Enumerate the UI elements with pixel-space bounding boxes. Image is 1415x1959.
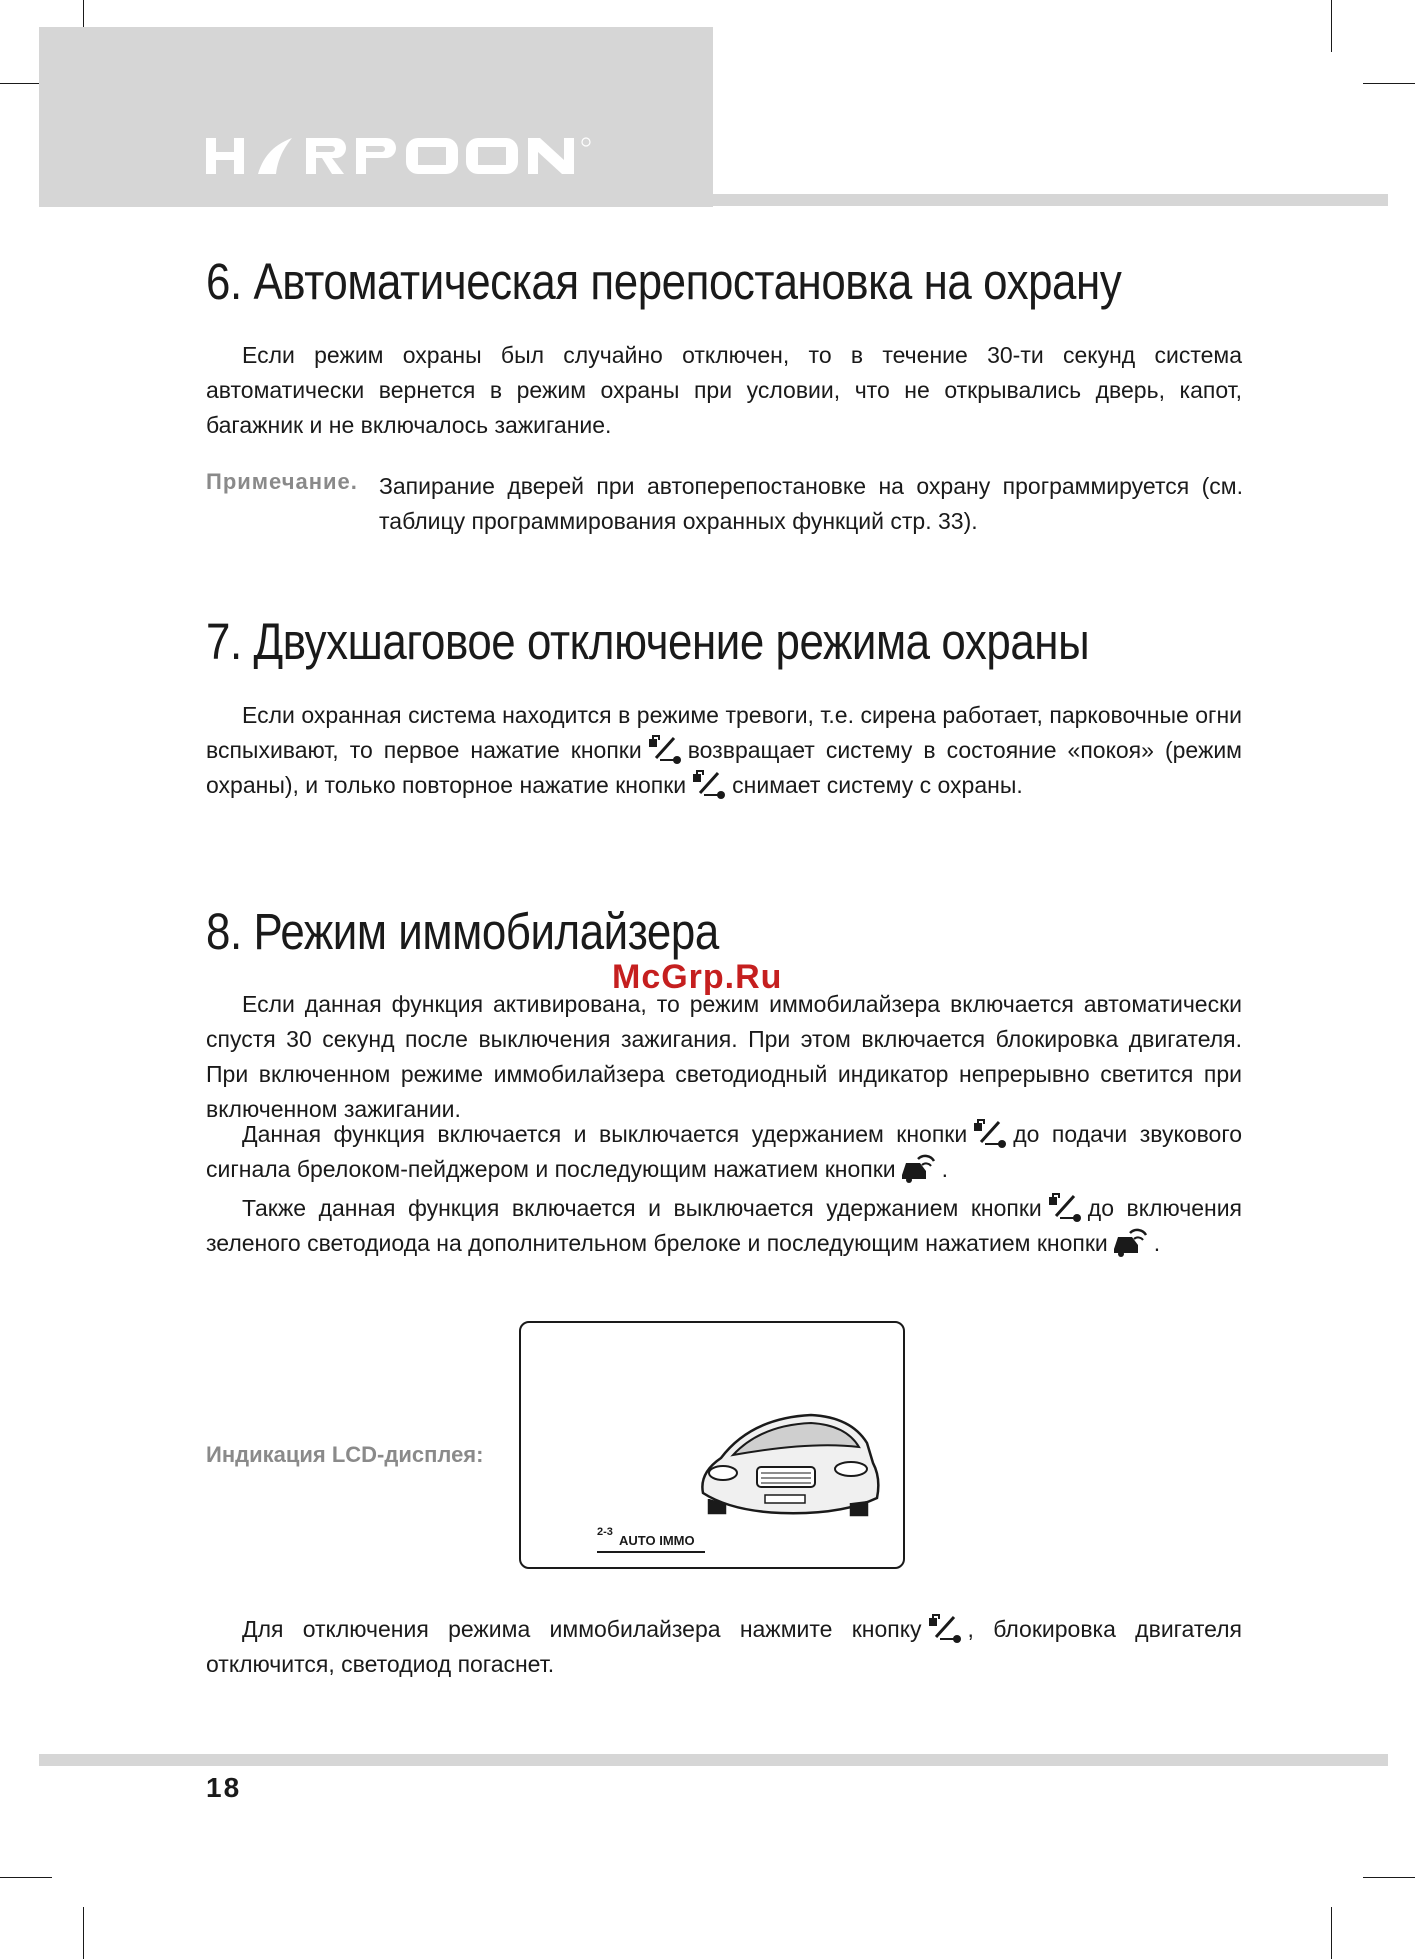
bottom-rule: [39, 1754, 1388, 1766]
section-8-paragraph-4: [206, 1612, 1242, 1682]
car-trunk-key-icon: [1112, 1227, 1150, 1257]
crop-mark: [0, 1877, 52, 1878]
note-label: Примечание.: [206, 469, 358, 494]
unlock-key-icon: [926, 1613, 964, 1643]
unlock-key-icon: [971, 1118, 1009, 1148]
unlock-key-icon: [1046, 1192, 1084, 1222]
section-8-paragraph-1: Если данная функция активирована, то режим иммобилайзера включается автоматически спустя 30 секунд после выключения зажигания. При этом включается блокировка двигателя. При включенном режиме иммобилайзера светодиодный индикатор непрерывно светится при включенном зажигании.: [206, 991, 1242, 1122]
text-span: Данная функция включается и выключается удержанием кнопки: [242, 1121, 968, 1147]
lcd-display: [519, 1321, 905, 1569]
harpoon-logo: [206, 134, 616, 178]
crop-mark: [1331, 1907, 1332, 1959]
lcd-label: Индикация LCD-дисплея:: [206, 1442, 484, 1467]
watermark: McGrp.Ru: [612, 958, 783, 996]
text-span: , блокировка двигателя отключится, светодиод погаснет.: [206, 1616, 1243, 1677]
text-span: .: [941, 1156, 949, 1182]
unlock-key-icon: [646, 734, 684, 764]
section-7-paragraph: [206, 698, 1242, 803]
crop-mark: [1363, 83, 1415, 84]
page-number: 18: [206, 1772, 242, 1803]
text-span: снимает систему с охраны.: [732, 772, 1023, 798]
section-6-paragraph: Если режим охраны был случайно отключен, то в течение 30-ти секунд система автоматически вернется в режим охраны при условии, что не открывались дверь, капот, багажник и не включалось зажигание.: [206, 342, 1242, 438]
section-6-title: 6. Автоматическая перепостановка на охрану: [206, 253, 1122, 310]
top-rule: [39, 194, 1388, 206]
note-text: Запирание дверей при автоперепостановке на охрану программируется (см. таблицу программирования охранных функций стр. 33).: [379, 473, 1243, 534]
text-span: возвращает систему в состояние «покоя» (режим охраны), и только повторное нажатие кнопки: [206, 737, 1242, 798]
text-span: Для отключения режима иммобилайзера нажмите кнопку: [242, 1616, 922, 1642]
lcd-underline: [597, 1551, 705, 1553]
text-span: до включения зеленого светодиода на дополнительном брелоке и последующим нажатием кнопки: [206, 1195, 1242, 1256]
text-span: до подачи звукового сигнала брелоком-пейджером и последующим нажатием кнопки: [206, 1121, 1242, 1182]
unlock-key-icon: [690, 769, 728, 799]
text-span: Также данная функция включается и выключается удержанием кнопки: [242, 1195, 1042, 1221]
header-banner: [39, 27, 713, 207]
section-8-paragraph-3: [206, 1191, 1242, 1261]
text-span: Если охранная система находится в режиме тревоги, т.е. сирена работает, парковочные огни вспыхивают, то первое нажатие кнопки: [206, 702, 1242, 763]
crop-mark: [1363, 1877, 1415, 1878]
crop-mark: [83, 1907, 84, 1959]
car-trunk-key-icon: [900, 1153, 938, 1183]
lcd-mode-number: 2-3: [597, 1526, 613, 1538]
car-icon: [691, 1403, 891, 1523]
lcd-mode-text: AUTO IMMO: [619, 1533, 695, 1548]
section-8-title: 8. Режим иммобилайзера: [206, 903, 719, 960]
section-7-title: 7. Двухшаговое отключение режима охраны: [206, 613, 1090, 670]
text-span: .: [1153, 1230, 1161, 1256]
crop-mark: [1331, 0, 1332, 52]
section-8-paragraph-2: [206, 1117, 1242, 1187]
